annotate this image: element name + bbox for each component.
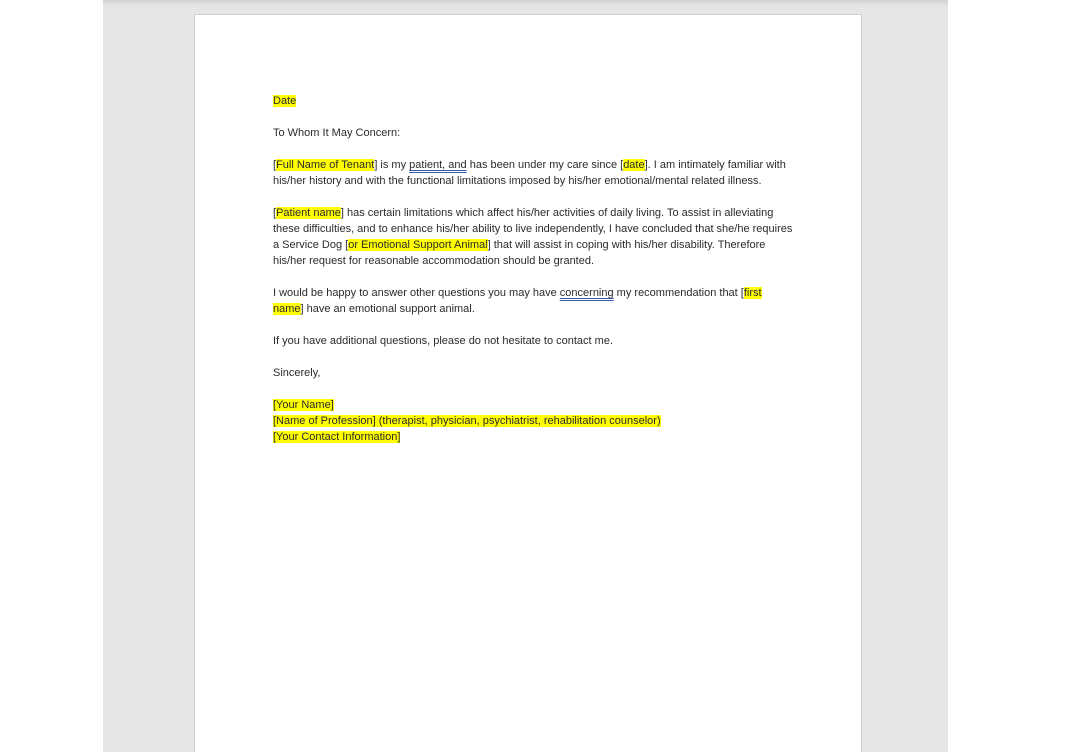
bracket: [ (273, 159, 277, 171)
grammar-flag-patient-and[interactable]: patient, and (409, 159, 467, 171)
text-run: ]. I am intimately familiar with his/her history and with the functional limitations imposed by his/her emotional/mental related illness. (273, 159, 786, 187)
your-name-placeholder: [Your Name] (273, 399, 334, 411)
text-run: has been under my care since [ (466, 159, 624, 171)
text-run: ] that will assist in coping with his/her disability. Therefore his/her request for reasonable accommodation should be granted. (273, 239, 766, 267)
letter-body[interactable] (273, 93, 793, 445)
closing: Sincerely, (273, 367, 321, 379)
ribbon-shadow (103, 0, 948, 6)
document-canvas (103, 0, 948, 752)
text-run: ] is my (374, 159, 410, 171)
document-page[interactable] (194, 14, 862, 752)
date-placeholder: Date (273, 95, 297, 107)
paragraph-tenant (273, 157, 793, 189)
contact-info-placeholder: [Your Contact Information] (273, 431, 401, 443)
paragraph-questions (273, 285, 793, 317)
date-line (273, 93, 793, 109)
text-run: ] has certain limitations which affect his/her activities of daily living. To assist in alleviating these difficulties, and to enhance his/her ability to live independently, I have concluded that she/he requires a Service Dog [ (273, 207, 793, 251)
first-name-placeholder: first name (273, 287, 762, 315)
tenant-name-placeholder: Full Name of Tenant (276, 159, 375, 171)
salutation: To Whom It May Concern: (273, 127, 401, 139)
text-run: my recommendation that [ (613, 287, 744, 299)
paragraph-limitations (273, 205, 793, 269)
patient-name-placeholder: Patient name (276, 207, 341, 219)
profession-placeholder: [Name of Profession] (therapist, physician, psychiatrist, rehabilitation counselor) (273, 415, 661, 427)
signature-contact-line (273, 429, 793, 445)
signature-profession-line (273, 413, 793, 429)
signature-name-line (273, 397, 793, 413)
esa-placeholder: or Emotional Support Animal (348, 239, 488, 251)
text-run: I would be happy to answer other questions you may have (273, 287, 560, 299)
paragraph-contact: If you have additional questions, please do not hesitate to contact me. (273, 335, 614, 347)
bracket: [ (273, 207, 277, 219)
grammar-flag-concerning[interactable]: concerning (559, 287, 614, 299)
care-date-placeholder: date (623, 159, 645, 171)
text-run: ] have an emotional support animal. (300, 303, 475, 315)
